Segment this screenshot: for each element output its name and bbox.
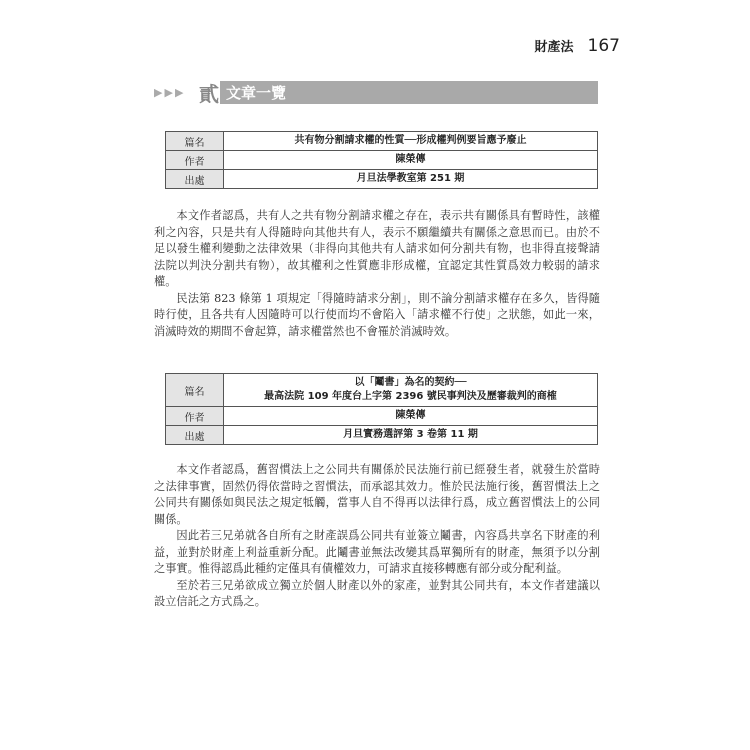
source-line: 月旦實務選評第 3 卷第 11 期	[343, 429, 478, 440]
author-value	[224, 151, 598, 170]
title-line: 以「鬮書」為名的契約──	[354, 377, 467, 388]
source-label: 出處	[166, 426, 224, 445]
article-summary-1	[154, 208, 600, 340]
section-title-bar	[220, 81, 598, 104]
source-line: 月旦法學教室第 251 期	[356, 173, 465, 184]
title-label: 篇名	[166, 374, 224, 407]
section-title: 文章一覽	[226, 84, 287, 102]
source-label: 出處	[166, 170, 224, 189]
author-row	[166, 407, 598, 426]
author-value	[224, 407, 598, 426]
article-info-table-1	[165, 131, 598, 189]
source-row	[166, 426, 598, 445]
running-title: 財產法	[534, 40, 574, 55]
author-line: 陳榮傳	[395, 410, 426, 421]
author-label: 作者	[166, 407, 224, 426]
triple-arrow-icon: ▶ ▶ ▶	[154, 86, 184, 99]
paragraph: 本文作者認爲，舊習慣法上之公同共有關係於民法施行前已經發生者，就發生於當時之法律事實，固然仍得依當時之習慣法，而承認其效力。惟於民法施行後，舊習慣法上之公同共有關係如與民法之規定牴觸，當事人自不得再以法律行爲，成立舊習慣法上的公同關係。	[154, 463, 600, 526]
paragraph: 民法第 823 條第 1 項規定「得隨時請求分割」，則不論分割請求權存在多久，皆得隨時行使，且各共有人因隨時可以行使而均不會陷入「請求權不行使」之狀態，如此一來，消滅時效的期間不會起算，請求權當然也不會罹於消滅時效。	[154, 291, 600, 338]
title-label: 篇名	[166, 132, 224, 151]
article-summary-2	[154, 462, 600, 611]
title-value	[224, 132, 598, 151]
title-value	[224, 374, 598, 407]
source-row	[166, 170, 598, 189]
title-line: 最高法院 109 年度台上字第 2396 號民事判決及歷審裁判的商榷	[264, 391, 557, 402]
author-row	[166, 151, 598, 170]
paragraph: 至於若三兄弟欲成立獨立於個人財產以外的家產，並對其公同共有，本文作者建議以設立信託之方式爲之。	[154, 578, 600, 608]
section-number: 貳	[199, 82, 219, 106]
author-line: 陳榮傳	[395, 154, 426, 165]
title-row	[166, 374, 598, 407]
article-info-table-2	[165, 373, 598, 445]
source-value	[224, 426, 598, 445]
title-line: 共有物分割請求權的性質──形成權判例要旨應予廢止	[294, 135, 527, 146]
author-label: 作者	[166, 151, 224, 170]
paragraph: 本文作者認爲，共有人之共有物分割請求權之存在，表示共有關係具有暫時性，該權利之內容，只是共有人得隨時向其他共有人，表示不願繼續共有關係之意思而已。由於不足以發生權利變動之法律效果（非得向其他共有人請求如何分割共有物，也非得直接聲請法院以判決分割共有物），故其權利之性質應非形成權，宜認定其性質爲效力較弱的請求權。	[154, 209, 600, 288]
paragraph: 因此若三兄弟就各自所有之財產誤爲公同共有並簽立鬮書，內容爲共享名下財產的利益，並對於財產上利益重新分配。此鬮書並無法改變其爲單獨所有的財產，無須予以分割之事實。惟得認爲此種約定僅具有債權效力，可請求直接移轉應有部分或分配利益。	[154, 529, 600, 575]
section-banner	[154, 81, 598, 104]
source-value	[224, 170, 598, 189]
title-row	[166, 132, 598, 151]
page-number: 167	[587, 36, 620, 56]
running-head	[535, 36, 620, 56]
